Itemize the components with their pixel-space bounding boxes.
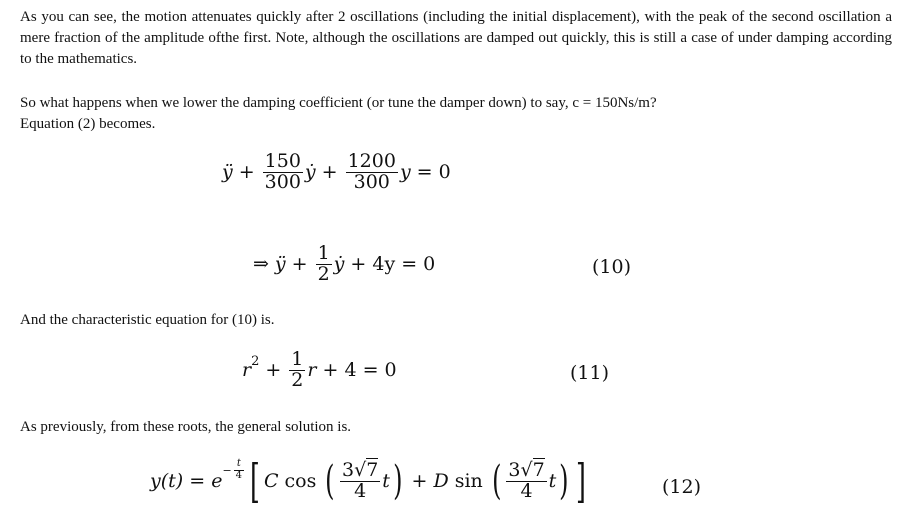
denominator: 300: [264, 170, 301, 193]
exponent: [222, 459, 246, 481]
denominator: 4: [354, 479, 367, 502]
fraction-half: [289, 350, 305, 391]
plus-sign: +: [321, 161, 338, 184]
plus-sign: +: [238, 161, 255, 184]
cos-function: cos: [284, 470, 317, 492]
equation-number-10: (10): [592, 256, 632, 278]
denominator: 300: [353, 170, 390, 193]
equation-12: [150, 454, 590, 508]
right-paren: ): [559, 458, 569, 504]
left-bracket: [: [250, 454, 260, 508]
denominator: 2: [291, 368, 304, 391]
equation-intro-line: Equation (2) becomes.: [20, 116, 156, 132]
y-double-dot: ÿ: [274, 253, 286, 276]
frequency-fraction: [506, 458, 546, 502]
numerator: 1: [317, 242, 330, 264]
equation-motion-substituted: [222, 152, 451, 193]
r-variable: r: [242, 359, 252, 382]
left-paren: (: [325, 458, 335, 504]
denominator: 4: [235, 469, 243, 481]
numerator: 3√7: [508, 458, 545, 481]
y-variable: y: [399, 161, 411, 184]
equation-remainder: + 4 = 0: [322, 359, 397, 382]
right-bracket: ]: [575, 454, 586, 508]
y-double-dot: ÿ: [222, 161, 233, 184]
right-paren: ): [393, 458, 403, 504]
denominator: 2: [317, 262, 330, 285]
fraction-stiffness: [346, 152, 398, 193]
equation-number-12: (12): [662, 476, 702, 498]
fraction-half: [316, 244, 332, 285]
exponent-2: 2: [251, 353, 260, 369]
equals-zero: = 0: [416, 161, 451, 184]
numerator: 150: [264, 150, 301, 172]
r-variable: r: [307, 359, 317, 382]
frequency-fraction: [340, 458, 380, 502]
plus-sign: +: [291, 253, 308, 276]
t-variable: t: [382, 470, 390, 492]
t-variable: t: [548, 470, 557, 492]
paragraph-lower-damping: [20, 93, 892, 135]
numerator: t: [236, 458, 241, 469]
fraction-damping: [263, 152, 303, 193]
sin-function: sin: [454, 470, 483, 492]
minus-sign: −: [222, 463, 232, 477]
denominator: 4: [520, 479, 533, 502]
implies-arrow: ⇒: [253, 253, 269, 276]
y-dot: ẏ: [333, 253, 345, 276]
question-line: So what happens when we lower the damping coefficient (or tune the damper down) to say, c = 150Ns/m?: [20, 95, 657, 111]
equation-11: [242, 350, 397, 391]
left-paren: (: [491, 458, 502, 504]
numerator: 3√7: [341, 458, 379, 481]
exponent-fraction: [234, 459, 244, 481]
equation-10: [253, 244, 435, 285]
constant-d: D: [433, 470, 449, 492]
y-dot: ẏ: [304, 161, 316, 184]
equation-number-11: (11): [570, 362, 610, 384]
constant-c: C: [263, 470, 279, 492]
paragraph-general-solution: As previously, from these roots, the general solution is.: [20, 419, 352, 435]
equation-remainder: + 4y = 0: [350, 253, 436, 276]
numerator: 1: [291, 348, 304, 370]
plus-sign: +: [411, 470, 428, 492]
plus-sign: +: [265, 359, 282, 382]
paragraph-damping-result: As you can see, the motion attenuates quickly after 2 oscillations (including the initial displacement), with the peak of the second oscillation a mere fraction of the amplitude ofthe first. Note, although the oscillations are damped out quickly, this is still a case of under damping according to the mathematics.: [20, 9, 892, 67]
solution-lhs: y(t) = e: [150, 470, 223, 492]
paragraph-characteristic: And the characteristic equation for (10) is.: [20, 312, 275, 328]
numerator: 1200: [347, 150, 396, 172]
